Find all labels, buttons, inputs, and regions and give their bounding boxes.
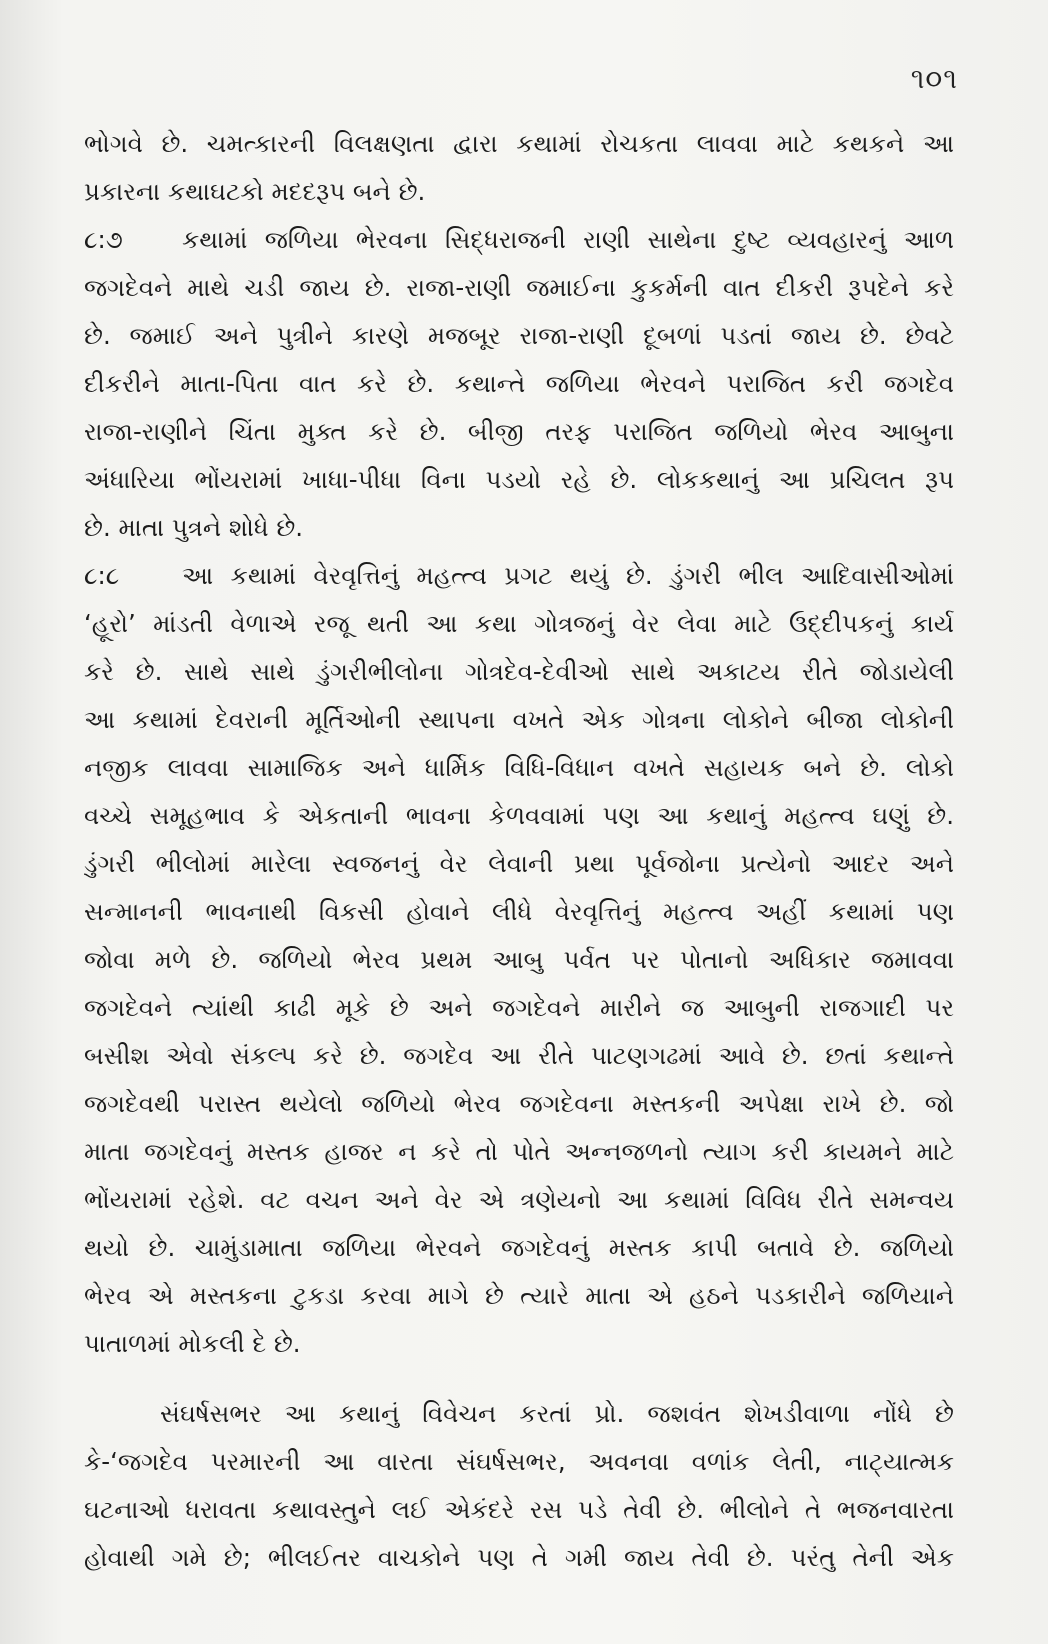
paragraph-section-8-8 [84,552,954,1368]
text-line: આ કથામાં વેરવૃત્તિનું મહત્ત્વ પ્રગટ થયું છે. ડુંગરી ભીલ આદિવાસીઓમાં [182,561,954,590]
text-line: છે. જમાઈ અને પુત્રીને કારણે મજબૂર રાજા-રાણી દૂબળાં પડતાં જાય છે. છેવટે [84,321,954,350]
text-line: કરે છે. સાથે સાથે ડુંગરીભીલોના ગોત્રદેવ-દેવીઓ સાથે અકાટય રીતે જોડાયેલી [84,657,954,686]
paragraph-gap [84,1368,954,1390]
text-line: કે-‘જગદેવ પરમારની આ વારતા સંઘર્ષસભર, અવનવા વળાંક લેતી, નાટ્યાત્મક [84,1447,954,1476]
text-line: જગદેવથી પરાસ્ત થયેલો જળિયો ભેરવ જગદેવના મસ્તકની અપેક્ષા રાખે છે. જો [84,1089,954,1118]
paragraph-section-8-7 [84,216,954,552]
section-number: ૮:૮ [84,561,120,590]
text-line: માતા જગદેવનું મસ્તક હાજર ન કરે તો પોતે અન્નજળનો ત્યાગ કરી કાયમને માટે [84,1137,954,1166]
text-line: હોવાથી ગમે છે; ભીલઈતર વાચકોને પણ તે ગમી જાય તેવી છે. પરંતુ તેની એક [84,1543,954,1572]
text-line: રાજા-રાણીને ચિંતા મુક્ત કરે છે. બીજી તરફ પરાજિત જળિયો ભેરવ આબુના [84,417,954,446]
text-line: છે. માતા પુત્રને શોધે છે. [84,513,304,542]
text-line: સંઘર્ષસભર આ કથાનું વિવેચન કરતાં પ્રો. જશવંત શેખડીવાળા નોંધે છે [160,1399,954,1428]
text-line: અંધારિયા ભોંયરામાં ખાધા-પીધા વિના પડયો રહે છે. લોકકથાનું આ પ્રચિલત રૂપ [84,465,954,494]
text-line: જગદેવને ત્યાંથી કાઢી મૂકે છે અને જગદેવને મારીને જ આબુની રાજગાદી પર [84,993,954,1022]
text-line: ભોંયરામાં રહેશે. વટ વચન અને વેર એ ત્રણેયનો આ કથામાં વિવિધ રીતે સમન્વય [84,1185,954,1214]
text-line: કથામાં જળિયા ભેરવના સિદ્ધરાજની રાણી સાથેના દુષ્ટ વ્યવહારનું આળ [182,225,954,254]
text-line: વચ્ચે સમૂહભાવ કે એકતાની ભાવના કેળવવામાં પણ આ કથાનું મહત્ત્વ ઘણું છે. [84,801,954,830]
text-line: ઘટનાઓ ધરાવતા કથાવસ્તુને લઈ એકંદરે રસ પડે તેવી છે. ભીલોને તે ભજનવારતા [84,1495,954,1524]
body-text [84,120,954,1582]
page-number: ૧૦૧ [910,62,958,95]
text-line: બસીશ એવો સંકલ્પ કરે છે. જગદેવ આ રીતે પાટણગઢમાં આવે છે. છતાં કથાન્તે [84,1041,954,1070]
section-number: ૮:૭ [84,225,123,254]
text-line: જોવા મળે છે. જળિયો ભેરવ પ્રથમ આબુ પર્વત પર પોતાનો અધિકાર જમાવવા [84,945,954,974]
text-line: સન્માનની ભાવનાથી વિકસી હોવાને લીધે વેરવૃત્તિનું મહત્ત્વ અહીં કથામાં પણ [84,897,954,926]
text-line: દીકરીને માતા-પિતા વાત કરે છે. કથાન્તે જળિયા ભેરવને પરાજિત કરી જગદેવ [84,369,954,398]
text-line: પ્રકારના કથાઘટકો મદદરૂપ બને છે. [84,177,426,206]
paragraph-intro [84,120,954,216]
text-line: આ કથામાં દેવરાની મૂર્તિઓની સ્થાપના વખતે એક ગોત્રના લોકોને બીજા લોકોની [84,705,954,734]
text-line: ભેરવ એ મસ્તકના ટુકડા કરવા માગે છે ત્યારે માતા એ હઠને પડકારીને જળિયાને [84,1281,954,1310]
text-line: થયો છે. ચામુંડામાતા જળિયા ભેરવને જગદેવનું મસ્તક કાપી બતાવે છે. જળિયો [84,1233,954,1262]
paragraph-review [84,1390,954,1582]
text-line: ‘હૂરો’ માંડતી વેળાએ રજૂ થતી આ કથા ગોત્રજનું વેર લેવા માટે ઉદ્દીપકનું કાર્ય [84,609,954,638]
text-line: ભોગવે છે. ચમત્કારની વિલક્ષણતા દ્વારા કથામાં રોચકતા લાવવા માટે કથકને આ [84,129,954,158]
text-line: જગદેવને માથે ચડી જાય છે. રાજા-રાણી જમાઈના કુકર્મની વાત દીકરી રૂપદેને કરે [84,273,954,302]
text-line: પાતાળમાં મોકલી દે છે. [84,1329,301,1358]
text-line: ડુંગરી ભીલોમાં મારેલા સ્વજનનું વેર લેવાની પ્રથા પૂર્વજોના પ્રત્યેનો આદર અને [84,849,954,878]
text-line: નજીક લાવવા સામાજિક અને ધાર્મિક વિધિ-વિધાન વખતે સહાયક બને છે. લોકો [84,753,954,782]
